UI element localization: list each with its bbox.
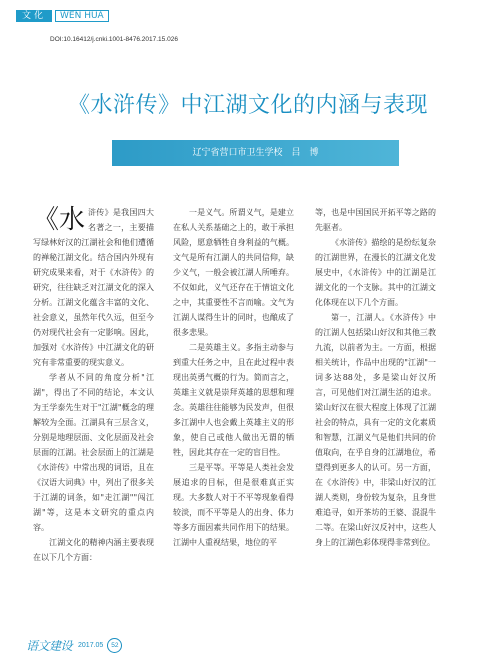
paragraph: 《水浒传》是我国四大名著之一，主要描写绿林好汉的江湖社会和他们遭循的禅秘江湖文化。结合国内外现有研究成果来看，对于《水浒传》的研究，往往缺乏对江湖文化的深入分析。江湖文化蕴含丰富的文化、社会意义，虽然年代久远，但至今仍对现代社会有一定影响。因此，加强对《水浒传》中江湖文化的研究有非常重要的现实意义。 bbox=[33, 205, 154, 367]
section-en-label: WEN HUA bbox=[55, 10, 109, 22]
paragraph: 第一，江湖人。《水浒传》中的江湖人包括梁山好汉和其他三教九流，以前者为主。一方面，根据相关统计，作品中出现的"江湖"一词多达88处，多是梁山好汉所言，可见他们对江湖生活的追求。梁山好汉在很大程度上体现了江湖社会的特点，具有一定的文化素质和智慧，江湖义气是他们共同的价值取向，在乎自身的江湖地位，希望得到更多人的认可。另一方面，在《水浒传》中，非梁山好汉的江湖人类则，身份较为复杂，且身世难追寻，如开茶坊的王婆、混混牛二等。在梁山好汉反衬中，这些人身上的江湖色彩体现得非常到位。 bbox=[315, 313, 436, 547]
paragraph: 一是义气。所谓义气，是建立在私人关系基础之上的，敢于承担风险，愿意牺牲自身利益的气概。文气是所有江湖人的共同信仰，缺少义气，一般会被江湖人所唾弃。不仅如此，义气还存在于情谊文化之中，其重要性不言而喻。文气为江湖人谋得生计的同时，也酿成了很多悲果。 bbox=[173, 208, 294, 337]
paragraph: 学者从不同的角度分析"江湖"，得出了不同的结论，本文认为王学泰先生对于"江湖"概念的理解较为全面。江湖具有三层含义，分别是地理层面、文化层面及社会层面的江湖。社会层面上的江湖是《水浒传》中常出现的词语，且在《汉语大词典》中，列出了很多关于江湖的词条，如"走江湖""闯江湖"等，这是本文研究的重点内容。 bbox=[33, 373, 154, 532]
article-title: 《水浒传》中江湖文化的内涵与表现 bbox=[67, 93, 428, 118]
text-column-3 bbox=[315, 205, 436, 550]
paragraph: 江湖文化的精神内涵主要表现在以下几个方面： bbox=[33, 538, 154, 562]
author-bar bbox=[112, 140, 399, 166]
page-footer bbox=[26, 637, 122, 654]
paragraph: 《水浒传》描绘的是纷纭复杂的江湖世界，在漫长的江湖文化发展史中，《水浒传》中的江湖是江湖文化的一个支脉。其中的江湖文化体现在以下几个方面。 bbox=[315, 238, 436, 307]
paragraph: 二是英雄主义。多指主动参与到重大任务之中，且在此过程中表现出英勇气概的行为。简而言之，英雄主义就是崇拜英雄的思想和理念。英雄往往能够为民发声，但很多江湖中人也会戴上英雄主义的形象，使自己或他人做出无谓的牺牲，因此其存在一定的盲目性。 bbox=[173, 343, 294, 457]
drop-cap: 《水 bbox=[33, 205, 86, 235]
paragraph: 等，也是中国国民开拓平等之路的先驱者。 bbox=[315, 208, 436, 232]
text-column-1 bbox=[33, 205, 154, 565]
author-affiliation: 辽宁省营口市卫生学校 吕 博 bbox=[192, 148, 319, 158]
section-badge: 文化 bbox=[16, 10, 52, 22]
issue-label: 2017.05 bbox=[78, 642, 104, 649]
page-number: 52 bbox=[107, 638, 122, 653]
text-column-2 bbox=[173, 205, 294, 550]
doi-line: DOI:10.16412/j.cnki.1001-8476.2017.15.026 bbox=[50, 36, 178, 43]
section-header bbox=[16, 10, 109, 22]
paragraph: 三是平等。平等是人类社会发展追求的目标，但是很难真正实现。大多数人对于不平等现象看得较淡，而不平等是人的出身、体力等多方面因素共同作用下的结果。江湖中人重视结果，地位的平 bbox=[173, 463, 294, 547]
journal-logo: 语文建设 bbox=[26, 639, 73, 653]
